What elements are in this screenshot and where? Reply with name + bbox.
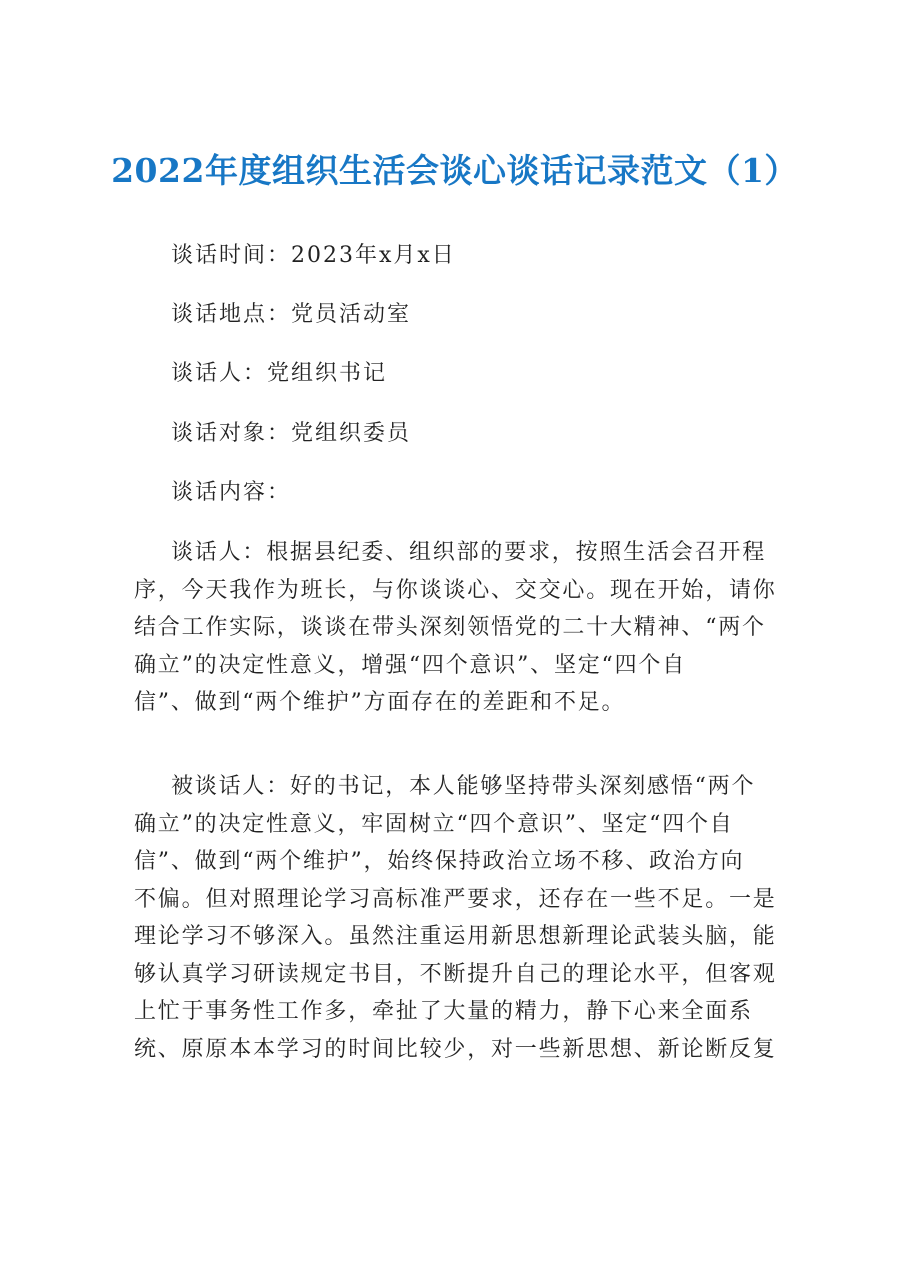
paragraph-line: 信”、做到“两个维护”，始终保持政治立场不移、政治方向 <box>134 849 745 874</box>
meta-place: 谈话地点：党员活动室 <box>171 302 412 327</box>
paragraph-line: 理论学习不够深入。虽然注重运用新思想新理论武装头脑，能 <box>134 924 777 949</box>
paragraph-line: 上忙于事务性工作多，牵扯了大量的精力，静下心来全面系 <box>134 999 753 1024</box>
meta-content-label: 谈话内容： <box>171 480 292 505</box>
document-title: 2022年度组织生活会谈心谈话记录范文（1） <box>111 151 798 190</box>
meta-time: 谈话时间：2023年x月x日 <box>171 243 456 268</box>
paragraph-line: 信”、做到“两个维护”方面存在的差距和不足。 <box>134 690 626 715</box>
paragraph-line: 统、原原本本学习的时间比较少，对一些新思想、新论断反复 <box>134 1036 777 1062</box>
paragraph-line: 序，今天我作为班长，与你谈谈心、交交心。现在开始，请你 <box>134 577 777 603</box>
meta-target: 谈话对象：党组织委员 <box>171 421 412 446</box>
paragraph-opening <box>134 538 784 726</box>
paragraph-line: 确立”的决定性意义，增强“四个意识”、坚定“四个自 <box>134 652 686 678</box>
paragraph-line: 谈话人：根据县纪委、组织部的要求，按照生活会召开程 <box>171 540 767 565</box>
meta-speaker: 谈话人：党组织书记 <box>171 361 388 386</box>
paragraph-line: 确立”的决定性意义，牢固树立“四个意识”、坚定“四个自 <box>134 811 734 837</box>
paragraph-line: 不偏。但对照理论学习高标准严要求，还存在一些不足。一是 <box>134 886 777 912</box>
paragraph-line: 够认真学习研读规定书目，不断提升自己的理论水平，但客观 <box>134 961 777 987</box>
paragraph-line: 结合工作实际，谈谈在带头深刻领悟党的二十大精神、“两个 <box>134 615 766 640</box>
paragraph-line: 被谈话人：好的书记，本人能够坚持带头深刻感悟“两个 <box>171 774 756 799</box>
paragraph-response <box>134 772 784 1072</box>
